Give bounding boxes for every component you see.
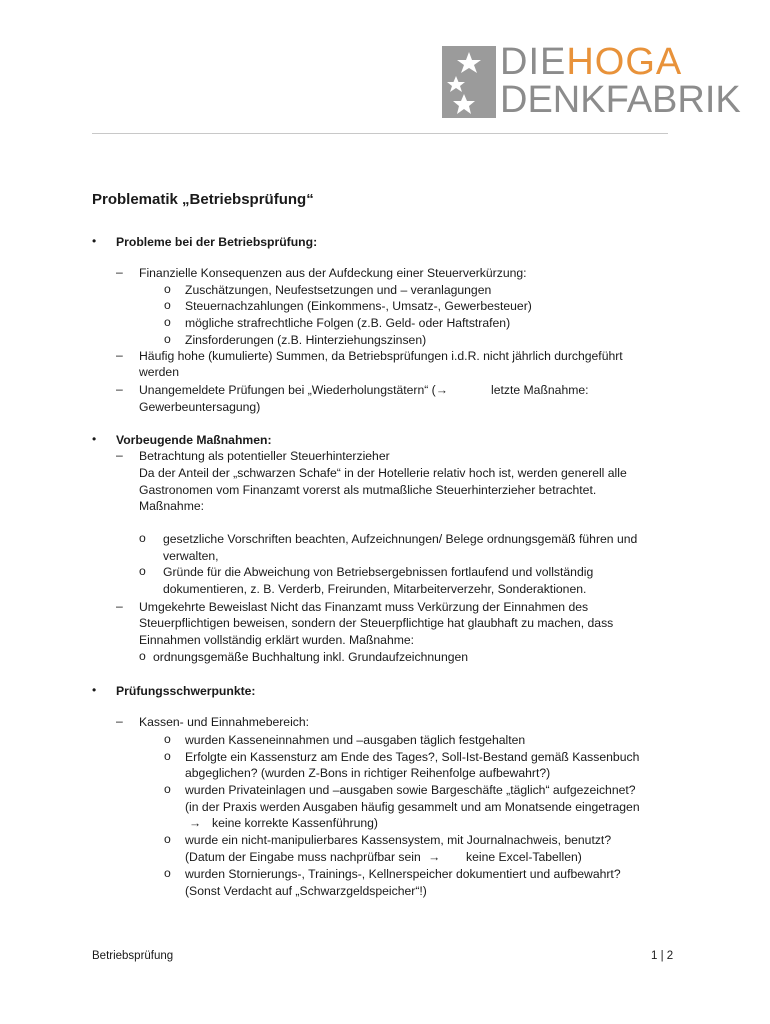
list-item: Umgekehrte Beweislast Nicht das Finanzamt muss Verkürzung der Einnahmen des — [139, 600, 589, 614]
list-item: Betrachtung als potentieller Steuerhinterzieher — [139, 449, 390, 463]
list-item-continued: Einnahmen vollständig erklärt wurden. Maßnahme: — [139, 633, 415, 647]
dash-symbol: – — [116, 382, 123, 396]
list-item-continued — [185, 849, 440, 865]
paragraph-line: Maßnahme: — [139, 499, 205, 513]
footer-title: Betriebsprüfung — [92, 950, 174, 962]
logo-die-text: DIE — [500, 41, 567, 83]
dash-symbol: – — [116, 348, 123, 362]
circle-symbol: o — [139, 649, 146, 663]
list-item: wurden Stornierungs-, Trainings-, Kellnerspeicher dokumentiert und aufbewahrt? — [185, 867, 621, 881]
bullet-symbol: • — [92, 683, 97, 697]
logo — [442, 41, 741, 121]
list-item: gesetzliche Vorschriften beachten, Aufzeichnungen/ Belege ordnungsgemäß führen und — [163, 532, 638, 546]
list-item-continued: Gewerbeuntersagung) — [139, 400, 261, 414]
list-item: Zuschätzungen, Neufestsetzungen und – veranlagungen — [185, 283, 492, 297]
section-heading-pruefungsschwerpunkte: Prüfungsschwerpunkte: — [116, 684, 256, 698]
list-item: Steuernachzahlungen (Einkommens-, Umsatz-, Gewerbesteuer) — [185, 299, 532, 313]
dash-symbol: – — [116, 448, 123, 462]
list-item: wurden Kasseneinnahmen und –ausgaben täglich festgehalten — [185, 733, 526, 747]
list-item-text: letzte Maßnahme: — [491, 383, 589, 397]
list-item — [139, 382, 448, 398]
list-item: Kassen- und Einnahmebereich: — [139, 715, 310, 729]
circle-symbol: o — [164, 749, 171, 763]
list-item: wurden Privateinlagen und –ausgaben sowie Bargeschäfte „täglich“ aufgezeichnet? — [185, 783, 636, 797]
section-heading-massnahmen: Vorbeugende Maßnahmen: — [116, 433, 272, 447]
list-item: Gründe für die Abweichung von Betriebsergebnissen fortlaufend und vollständig — [163, 565, 594, 579]
page-number: 1 | 2 — [651, 950, 674, 962]
circle-symbol: o — [164, 332, 171, 346]
logo-hoga-text: HOGA — [566, 41, 683, 83]
section-heading-probleme: Probleme bei der Betriebsprüfung: — [116, 235, 318, 249]
list-item-continued: (Sonst Verdacht auf „Schwarzgeldspeicher“!) — [185, 884, 427, 898]
list-item: Zinsforderungen (z.B. Hinterziehungszinsen) — [185, 333, 427, 347]
dash-symbol: – — [116, 265, 123, 279]
list-item-text: keine Excel-Tabellen) — [466, 850, 582, 864]
list-item: wurde ein nicht-manipulierbares Kassensystem, mit Journalnachweis, benutzt? — [185, 833, 612, 847]
list-item-continued: keine korrekte Kassenführung) — [212, 816, 378, 830]
arrow-right-icon: → — [435, 383, 448, 397]
circle-symbol: o — [164, 298, 171, 312]
paragraph-line: Gastronomen vom Finanzamt vorerst als mutmaßliche Steuerhinterzieher betrachtet. — [139, 483, 597, 497]
list-item: Erfolgte ein Kassensturz am Ende des Tages?, Soll-Ist-Bestand gemäß Kassenbuch — [185, 750, 640, 764]
circle-symbol: o — [164, 282, 171, 296]
list-item-continued: dokumentieren, z. B. Verderb, Freirunden, Mitarbeiterverzehr, Sonderaktionen. — [163, 582, 587, 596]
circle-symbol: o — [164, 866, 171, 880]
list-item-continued: verwalten, — [163, 549, 219, 563]
list-item: mögliche strafrechtliche Folgen (z.B. Geld- oder Haftstrafen) — [185, 316, 511, 330]
list-item: Finanzielle Konsequenzen aus der Aufdeckung einer Steuerverkürzung: — [139, 266, 527, 280]
bullet-symbol: • — [92, 432, 97, 446]
circle-symbol: o — [164, 782, 171, 796]
list-item: Häufig hohe (kumulierte) Summen, da Betriebsprüfungen i.d.R. nicht jährlich durchgeführt — [139, 349, 623, 363]
logo-wordmark-top — [500, 42, 682, 82]
logo-stars-icon — [442, 46, 496, 118]
circle-symbol: o — [164, 315, 171, 329]
list-item-continued: abgeglichen? (wurden Z-Bons in richtiger Reihenfolge aufbewahrt?) — [185, 766, 551, 780]
arrow-right-icon: → — [189, 816, 202, 830]
circle-symbol: o — [164, 832, 171, 846]
dash-symbol: – — [116, 714, 123, 728]
page-title: Problematik „Betriebsprüfung“ — [92, 191, 314, 208]
circle-symbol: o — [139, 531, 146, 545]
dash-symbol: – — [116, 599, 123, 613]
paragraph-line: Da der Anteil der „schwarzen Schafe“ in der Hotellerie relativ hoch ist, werden generell alle — [139, 466, 627, 480]
list-item-text: Unangemeldete Prüfungen bei „Wiederholungstätern“ ( — [139, 383, 436, 397]
list-item-continued: (in der Praxis werden Ausgaben häufig gesammelt und am Monatsende eingetragen — [185, 800, 640, 814]
bullet-symbol: • — [92, 234, 97, 248]
list-item-continued: Steuerpflichtigen beweisen, sondern der Steuerpflichtige hat glaubhaft zu machen, dass — [139, 616, 614, 630]
circle-symbol: o — [139, 564, 146, 578]
logo-denkfabrik-text: DENKFABRIK — [500, 79, 741, 121]
arrow-right-icon: → — [428, 850, 441, 864]
list-item: ordnungsgemäße Buchhaltung inkl. Grundaufzeichnungen — [153, 650, 469, 664]
list-item-text: (Datum der Eingabe muss nachprüfbar sein — [185, 850, 421, 864]
circle-symbol: o — [164, 732, 171, 746]
list-item-continued: werden — [139, 365, 179, 379]
header-divider — [92, 133, 668, 134]
